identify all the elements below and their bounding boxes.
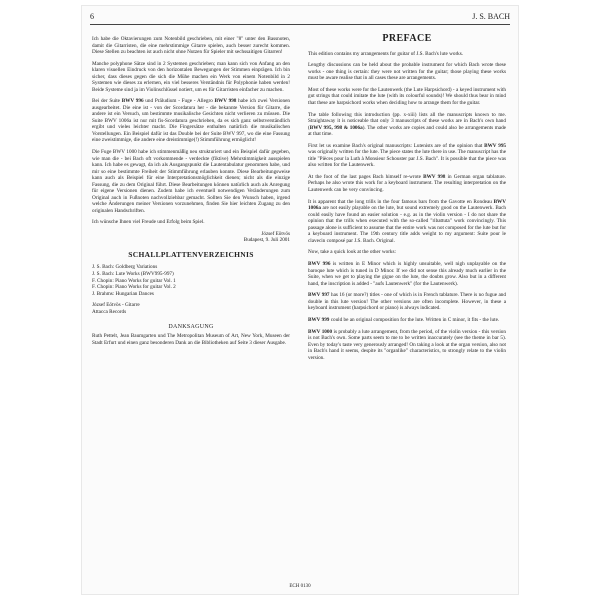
- running-head: J. S. BACH: [472, 12, 510, 21]
- discography-heading: SCHALLPLATTENVERZEICHNIS: [128, 249, 254, 259]
- paragraph: Ich wünsche Ihnen viel Freude und Erfolg beim Spiel.: [92, 219, 205, 226]
- left-column: [92, 36, 290, 351]
- header-rule: [90, 24, 510, 25]
- right-column: [308, 33, 507, 366]
- acknowledgements-text: Ruth Pettelt, Jean Baumgarten und The Metropolitan Museum of Art, New York, Museen der Stadt Erfurt und einen ganz besonderen Dank an die Bibliotheken auf Seite 3 dieser Ausgabe.: [92, 333, 290, 346]
- paragraph: BWV 997 has 16 (or more?) titles - one of which is in French tablature. There is no fugue and double in this lute version! The other versions are often incomplete. However, in these a keyboard instrument (harpsichord or piano) is always indicated.: [308, 292, 506, 312]
- paragraph: First let us examine Bach's original manuscripts: Lutenists are of the opinion that BWV 995 was originally written for the lute. The piece states the lute there in use. The manuscript has the title "Pièces pour la Luth à Monsieur Schouster par J.S. Bach". It is possible that the piece was also written for the Lautenwerk.: [308, 142, 507, 169]
- paragraph: It is apparent that the long trills in the four famous bars from the Gavotte en Rondeau BWV 1006a are not easily playable on the lute, but sound extremely good on the Lautenwerk. Bach could easily have found an easier solution - e.g. as in the violin version - I do not share the opinion that the trills when executed with the so-called "ribattuta" work convincingly. This passage alone is sufficient to assume that the entire work was not composed for the lute but for a keyboard instrument. The 19th century title adds weight to my argument: Suite pour le clavecin composé par J.S. Bach. Original.: [308, 198, 506, 244]
- preface-heading: PREFACE: [382, 33, 432, 44]
- signature-date: Budapest, 9. Juli 2001: [243, 237, 290, 244]
- paragraph: Ich habe die Oktavierungen zum Notenbild geschrieben, mit einer "8" unter den Bassnoten, damit die Gitarristen, die eine mehrstimmige Gitarre spielen, auch besser zurecht kommen. Diese Stellen zu beachten ist auch nicht ohne Nutzen für Spieler mit sechssaitigen Gitarren!: [92, 36, 290, 55]
- record-label: Attacca Records: [92, 309, 127, 315]
- list-item: F. Chopin: Piano Works for guitar Vol. 1: [92, 277, 176, 284]
- list-item: J. S. Bach: Goldberg Variations: [92, 264, 158, 271]
- score-page: [82, 6, 518, 594]
- label-info: [92, 302, 290, 315]
- list-item: J. Brahms: Hungarian Dances: [92, 290, 154, 297]
- paragraph: The table following this introduction (pp. x-xiii) lists all the manuscripts known to me. Straightaway it is noticeable that only 3 manuscripts of these works are in Bach's own hand (BWV 995, 998 & 1006a). The other works are copies and could also be arrangements made at that time.: [308, 111, 506, 138]
- signature-name: József Eötvös: [261, 230, 290, 237]
- publisher-code: ECH 0130: [289, 584, 311, 589]
- paragraph: Manche polyphone Sätze sind in 2 Systemen geschrieben; man kann sich von Anfang an den klaren visuellen Eindruck von den horizontalen Bewegungen der Stimmen einprägen. Ich bin sicher, dass dieses gegen die sich die Mühe machen ein Werk von einem Notenbild in 2 Systemen wie dieses zu erlernen, ein viel besseres Verständnis für Polyphonie haben werden! Beide Systeme sind ja im Violinschlüssel notiert, um es für Gitarristen einfacher zu machen.: [92, 60, 290, 93]
- acknowledgements-heading: DANKSAGUNG: [168, 323, 214, 330]
- list-item: J. S. Bach: Lute Works (BWV995-997): [92, 271, 174, 278]
- paragraph: Now, take a quick look at the other works:: [308, 249, 396, 256]
- paragraph: Most of these works were for the Lautenwerk (the Lute Harpsichord) - a keyed instrument with gut strings that could imitate the lute (with its colourful sounds)! We should thus bear in mind that these are harpsichord works when deciding how to arrange them for the guitar.: [308, 86, 506, 106]
- paragraph: This edition contains my arrangements for guitar of J.S. Bach's lute works.: [308, 50, 464, 57]
- paragraph: Lengthy discussions can be held about the probable instrument for which Bach wrote these works - one thing is certain: they were not written for the guitar; those playing these works must be aware realise that in all cases these are arrangements.: [308, 62, 506, 82]
- paragraph: BWV 1000 is probably a lute arrangement, from the period, of the violin version - this version is not Bach's own. Some parts seem to me to be written inaccurately (see the theme in bar 5). Even by today's taste very generously arranged! On taking a look at the organ version, also not in Bach's hand it seems, despite its "organlike" characteristics, to strongly relate to the violin version.: [308, 328, 506, 361]
- paragraph: BWV 996 is written in E Minor which is highly unsuitable, well nigh unplayable on the baroque lute which is tuned in D Minor. If we did not sense this already much earlier in the Suite, when we get to playing the gigue on the lute, the doubts grow. Also but in a different hand, the inscription is added - "aufs Lautenwerk" (for the Lautenwerk).: [308, 261, 506, 287]
- page-number: 6: [90, 12, 94, 21]
- paragraph: BWV 999 could be an original composition for the lute. Written in C minor, it fits - the lute.: [308, 316, 500, 323]
- performer: József Eötvös - Gitarre: [92, 302, 140, 309]
- paragraph: At the foot of the last pages Bach himself re-wrote BWV 998 in German organ tablature. Perhaps he also wrote this work for a keyboard instrument. The resulting interpretation on the Lautenwerk can be very convincing.: [308, 173, 507, 193]
- paragraph: Die Fuge BWV 1000 habe ich stimmenmäßig neu strukturiert und ein Beispiel dafür gegeben, wie man die - bei Bach oft vorkommende - verdeckte (fiktive) Mehrstimmigkeit ausspielen kann. Ich habe es gewagt, da ich als Ausgangspunkt die Lautentabulatur genommen habe, und mir so eine bestimmte Freiheit der Stimmführung erlauben konnte. Diese Bearbeitungsweise kann auch als Beispiel für eine Interpretationsmöglichkeit dienen; nicht als die einzige Fassung, die zu dem Original führt. Diese Bearbeitungen können natürlich auch als Anregung für eigene Versionen dienen. Zudem habe ich eventuell notwendigen Veränderungen zum Original auch in Fußnoten nachvollziehbar gemacht. Sollten Sie den Wunsch haben, irgend welche Änderungen meiner Versionen vorzunehmen, finden Sie hier leichten Zugang zu den originalen Handschriften.: [92, 149, 290, 214]
- paragraph: Bei der Suite BWV 996 und Präludium - Fuge - Allegro BWV 998 habe ich zwei Versionen ausgearbeitet. Die eine ist - von der Scordatura her - die bekannte Version für Gitarre, die andere ist ein Versuch, um bestimmte musikalische Gesichten nicht verlieren zu müssen. Die Suite BWV 1006a ist nur mit fis-Scordatura geschrieben, da es sich ganz selbstverständlich ergibt und vieles leichter macht. Die Fingersätze enthalten natürlich die musikalischen Vorstellungen. Ein Beispiel dafür ist das Double bei der Suite BWV 997, wo die eine Fassung eine zweistimmige, die andere eine dreistimmige(!) Stimmführung ermöglicht!: [92, 98, 290, 144]
- list-item: F. Chopin: Piano Works for guitar Vol. 2: [92, 284, 176, 291]
- discography-list: [92, 264, 290, 297]
